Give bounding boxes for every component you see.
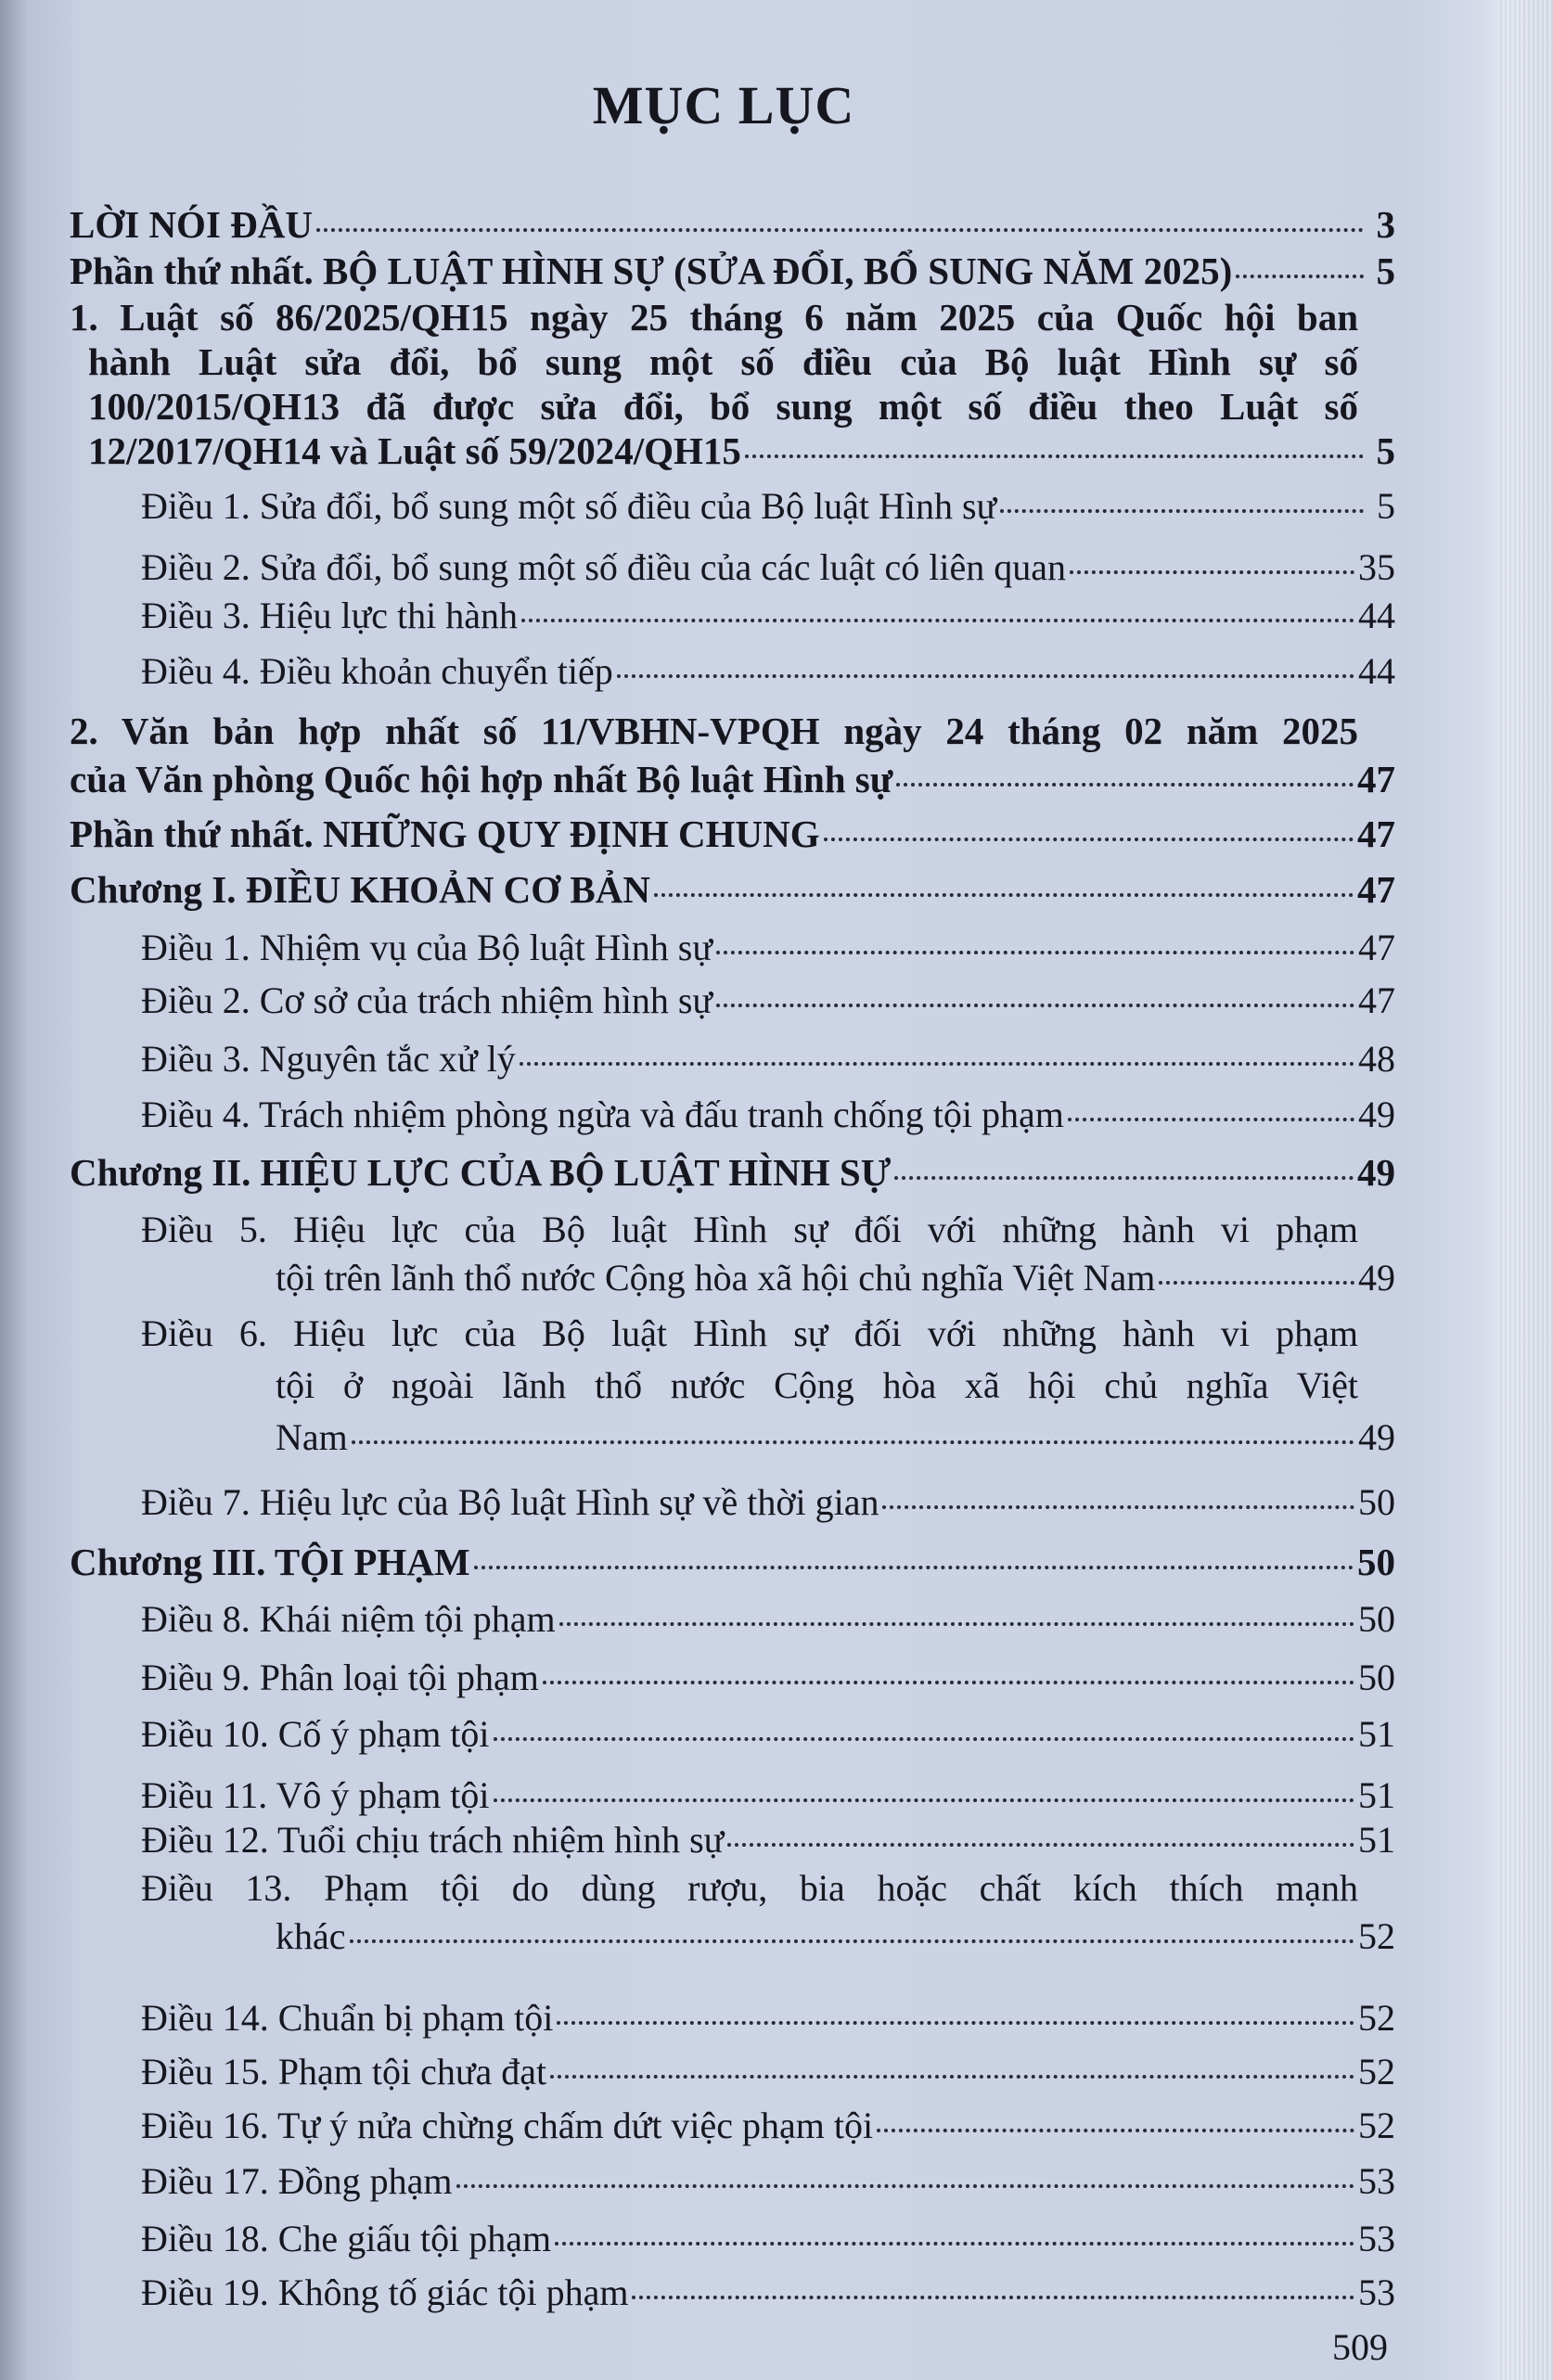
toc-entry-last-line xyxy=(141,545,1395,590)
dot-leader xyxy=(824,838,1354,841)
toc-page-number: 44 xyxy=(1358,595,1395,636)
dot-leader xyxy=(632,2296,1354,2299)
toc-entry-last-line xyxy=(141,1093,1395,1137)
toc-entry-last-line xyxy=(70,1150,1395,1195)
toc-entry[interactable] xyxy=(70,812,1395,856)
dot-leader xyxy=(555,2242,1354,2246)
dot-leader xyxy=(520,1062,1354,1066)
toc-entry[interactable] xyxy=(141,1037,1395,1081)
toc-entry[interactable] xyxy=(141,649,1395,694)
toc-page-number: 52 xyxy=(1358,2051,1395,2092)
dot-leader xyxy=(654,893,1354,897)
toc-entry-text: Điều 13. Phạm tội do dùng rượu, bia hoặc chất kích thích mạnh xyxy=(141,1867,1358,1909)
dot-leader xyxy=(350,1939,1354,1943)
toc-page-number: 44 xyxy=(1358,650,1395,692)
toc-entry-text: Điều 10. Cố ý phạm tội xyxy=(141,1713,490,1755)
dot-leader xyxy=(894,1176,1354,1180)
toc-entry[interactable] xyxy=(70,1540,1395,1584)
toc-page-number: 53 xyxy=(1358,2160,1395,2202)
toc-entry-text: Điều 3. Hiệu lực thi hành xyxy=(141,595,519,636)
toc-page-number: 5 xyxy=(1376,250,1395,292)
toc-page-number: 47 xyxy=(1357,813,1395,855)
toc-entry[interactable] xyxy=(141,1712,1395,1757)
toc-page-number: 50 xyxy=(1357,1541,1395,1583)
toc-entry[interactable] xyxy=(70,867,1395,912)
toc-entry[interactable] xyxy=(141,2271,1395,2315)
toc-entry-text: của Văn phòng Quốc hội hợp nhất Bộ luật Hình sự xyxy=(70,758,893,800)
toc-entry[interactable] xyxy=(141,1864,1395,1961)
toc-entry[interactable] xyxy=(141,484,1395,529)
toc-entry[interactable] xyxy=(70,1150,1395,1195)
toc-entry-last-line xyxy=(70,867,1395,912)
dot-leader xyxy=(1068,1118,1354,1121)
toc-entry-text: Điều 9. Phân loại tội phạm xyxy=(141,1657,539,1698)
toc-page-number: 5 xyxy=(1376,429,1395,472)
toc-entry[interactable] xyxy=(141,1206,1395,1302)
toc-entry-text: 100/2015/QH13 đã được sửa đổi, bổ sung một số điều theo Luật số xyxy=(88,385,1358,428)
toc-entry-text: Điều 6. Hiệu lực của Bộ luật Hình sự đối với những hành vi phạm xyxy=(141,1312,1358,1354)
toc-page-number: 49 xyxy=(1357,1151,1395,1194)
toc-entry[interactable] xyxy=(141,1818,1395,1862)
toc-entry[interactable] xyxy=(141,1480,1395,1525)
toc-entry-text: Điều 2. Cơ sở của trách nhiệm hình sự xyxy=(141,979,713,1021)
toc-entry[interactable] xyxy=(141,1597,1395,1642)
dot-leader xyxy=(550,2075,1354,2079)
toc-entry-last-line xyxy=(141,2217,1395,2261)
toc-page-number: 47 xyxy=(1357,868,1395,911)
dot-leader xyxy=(494,1737,1354,1741)
toc-entry-last-line xyxy=(141,1913,1395,1961)
toc-page-number: 50 xyxy=(1358,1481,1395,1523)
toc-entry-last-line xyxy=(70,249,1395,293)
toc-entry-text: hành Luật sửa đổi, bổ sung một số điều của Bộ luật Hình sự số xyxy=(88,340,1358,383)
toc-entry-text: Điều 4. Điều khoản chuyển tiếp xyxy=(141,650,613,692)
toc-entry-last-line xyxy=(70,755,1395,803)
dot-leader xyxy=(456,2184,1354,2188)
toc-entry-last-line xyxy=(70,1540,1395,1584)
toc-entry-text: Phần thứ nhất. NHỮNG QUY ĐỊNH CHUNG xyxy=(70,813,820,855)
toc-page-number: 47 xyxy=(1357,758,1395,800)
toc-entry-text: Điều 16. Tự ý nửa chừng chấm dứt việc phạm tội xyxy=(141,2105,874,2146)
toc-entry-text: 1. Luật số 86/2025/QH15 ngày 25 tháng 6 năm 2025 của Quốc hội ban xyxy=(70,296,1358,339)
toc-entry-last-line xyxy=(141,2104,1395,2148)
toc-entry[interactable] xyxy=(141,594,1395,638)
toc-entry-text: Điều 5. Hiệu lực của Bộ luật Hình sự đối với những hành vi phạm xyxy=(141,1209,1358,1250)
toc-entry[interactable] xyxy=(141,1996,1395,2041)
toc-entry-text: Điều 12. Tuổi chịu trách nhiệm hình sự xyxy=(141,1819,725,1861)
dot-leader xyxy=(521,619,1354,622)
toc-entry[interactable] xyxy=(70,249,1395,293)
toc-entry-text: Nam xyxy=(276,1416,348,1458)
toc-page-number: 51 xyxy=(1358,1713,1395,1755)
toc-entry[interactable] xyxy=(141,1773,1395,1818)
page-edge xyxy=(1497,0,1553,2380)
toc-entry-last-line xyxy=(70,812,1395,856)
toc-entry-text: tội trên lãnh thổ nước Cộng hòa xã hội chủ nghĩa Việt Nam xyxy=(276,1257,1156,1299)
dot-leader xyxy=(882,1505,1354,1509)
toc-entry-text: khác xyxy=(276,1915,346,1957)
toc-page-number: 49 xyxy=(1358,1257,1395,1299)
toc-entry-text: Điều 1. Nhiệm vụ của Bộ luật Hình sự xyxy=(141,927,713,968)
toc-entry-last-line xyxy=(141,926,1395,970)
toc-entry-last-line xyxy=(141,1412,1395,1464)
dot-leader xyxy=(494,1798,1354,1802)
dot-leader xyxy=(1070,570,1354,574)
toc-entry-text: Điều 4. Trách nhiệm phòng ngừa và đấu tranh chống tội phạm xyxy=(141,1094,1064,1135)
dot-leader xyxy=(1159,1281,1354,1285)
toc-entry-last-line xyxy=(141,1037,1395,1081)
toc-entry-text: LỜI NÓI ĐẦU xyxy=(70,203,313,246)
dot-leader xyxy=(352,1440,1354,1444)
toc-entry-text: Điều 15. Phạm tội chưa đạt xyxy=(141,2051,547,2092)
page-title: MỤC LỤC xyxy=(592,75,855,135)
toc-page-number: 35 xyxy=(1358,546,1395,588)
toc-entry-text: 12/2017/QH14 và Luật số 59/2024/QH15 xyxy=(88,429,741,472)
toc-entry-last-line xyxy=(141,1773,1395,1818)
toc-entry[interactable] xyxy=(141,1656,1395,1700)
toc-entry-text: Điều 14. Chuẩn bị phạm tội xyxy=(141,1997,554,2039)
dot-leader xyxy=(1236,275,1364,278)
toc-page-number: 49 xyxy=(1358,1094,1395,1135)
toc-entry[interactable] xyxy=(141,1093,1395,1137)
toc-entry[interactable] xyxy=(141,2104,1395,2148)
toc-entry-last-line xyxy=(141,1712,1395,1757)
toc-entry-last-line xyxy=(141,1996,1395,2041)
toc-entry-last-line xyxy=(141,2050,1395,2094)
toc-entry-text: Điều 19. Không tố giác tội phạm xyxy=(141,2271,629,2313)
toc-entry-text: Phần thứ nhất. BỘ LUẬT HÌNH SỰ (SỬA ĐỔI, BỔ SUNG NĂM 2025) xyxy=(70,250,1233,292)
dot-leader xyxy=(474,1566,1354,1569)
toc-entry-last-line xyxy=(141,2271,1395,2315)
toc-page-number: 51 xyxy=(1358,1819,1395,1861)
toc-entry-text: Điều 3. Nguyên tắc xử lý xyxy=(141,1038,516,1080)
dot-leader xyxy=(617,674,1354,678)
toc-entry-last-line xyxy=(141,1480,1395,1525)
dot-leader xyxy=(543,1681,1354,1684)
toc-entry-text: Điều 2. Sửa đổi, bổ sung một số điều của các luật có liên quan xyxy=(141,546,1067,588)
toc-page-number: 3 xyxy=(1376,203,1395,246)
toc-entry-last-line xyxy=(141,1254,1395,1302)
toc-page-number: 50 xyxy=(1358,1657,1395,1698)
toc-page-number: 47 xyxy=(1358,927,1395,968)
toc-page-number: 49 xyxy=(1358,1416,1395,1458)
toc-page-number: 52 xyxy=(1358,2105,1395,2146)
toc-entry[interactable] xyxy=(141,979,1395,1023)
toc-entry-text: Điều 11. Vô ý phạm tội xyxy=(141,1774,490,1816)
dot-leader xyxy=(316,228,1364,232)
dot-leader xyxy=(559,1622,1354,1626)
toc-entry-last-line xyxy=(141,1656,1395,1700)
toc-entry[interactable] xyxy=(70,707,1395,803)
dot-leader xyxy=(727,1843,1354,1847)
toc-entry-text: tội ở ngoài lãnh thổ nước Cộng hòa xã hội chủ nghĩa Việt xyxy=(276,1364,1358,1406)
toc-entry-text: Điều 17. Đồng phạm xyxy=(141,2160,453,2202)
dot-leader xyxy=(716,1004,1354,1007)
toc-page-number: 51 xyxy=(1358,1774,1395,1816)
toc-entry-text: Điều 18. Che giấu tội phạm xyxy=(141,2218,552,2259)
toc-entry[interactable] xyxy=(141,1308,1395,1464)
toc-entry-text: Chương III. TỘI PHẠM xyxy=(70,1541,470,1583)
page-number: 509 xyxy=(1332,2326,1388,2368)
toc-entry[interactable] xyxy=(70,202,1395,247)
toc-entry[interactable] xyxy=(141,926,1395,970)
toc-page-number: 53 xyxy=(1358,2271,1395,2313)
toc-entry-last-line xyxy=(141,484,1395,529)
dot-leader xyxy=(896,783,1354,787)
toc-entry[interactable] xyxy=(141,2217,1395,2261)
toc-page-number: 47 xyxy=(1358,979,1395,1021)
toc-page-number: 52 xyxy=(1358,1915,1395,1957)
toc-entry-last-line xyxy=(141,649,1395,694)
toc-entry-last-line xyxy=(141,1597,1395,1642)
toc-page-number: 53 xyxy=(1358,2218,1395,2259)
toc-entry-text: Điều 1. Sửa đổi, bổ sung một số điều của Bộ luật Hình sự xyxy=(141,485,997,527)
toc-entry-last-line xyxy=(141,1818,1395,1862)
dot-leader xyxy=(1000,509,1364,513)
toc-entry-text: Chương I. ĐIỀU KHOẢN CƠ BẢN xyxy=(70,868,650,911)
dot-leader xyxy=(557,2021,1354,2025)
toc-entry-last-line xyxy=(141,2159,1395,2204)
toc-page-number: 48 xyxy=(1358,1038,1395,1080)
dot-leader xyxy=(716,951,1354,954)
toc-entry[interactable] xyxy=(70,295,1395,473)
dot-leader xyxy=(877,2129,1354,2132)
toc-entry-text: Chương II. HIỆU LỰC CỦA BỘ LUẬT HÌNH SỰ xyxy=(70,1151,892,1194)
toc-entry-last-line xyxy=(70,429,1395,473)
toc-page-number: 50 xyxy=(1358,1598,1395,1640)
toc-page-number: 5 xyxy=(1377,485,1395,527)
toc-entry-text: 2. Văn bản hợp nhất số 11/VBHN-VPQH ngày 24 tháng 02 năm 2025 xyxy=(70,710,1358,752)
toc-entry[interactable] xyxy=(141,545,1395,590)
dot-leader xyxy=(745,454,1364,458)
toc-entry[interactable] xyxy=(141,2159,1395,2204)
toc-entry-text: Điều 7. Hiệu lực của Bộ luật Hình sự về thời gian xyxy=(141,1481,879,1523)
toc-entry-last-line xyxy=(141,979,1395,1023)
toc-entry-last-line xyxy=(141,594,1395,638)
toc-entry[interactable] xyxy=(141,2050,1395,2094)
toc-page-number: 52 xyxy=(1358,1997,1395,2039)
toc-entry-text: Điều 8. Khái niệm tội phạm xyxy=(141,1598,556,1640)
toc-entry-last-line xyxy=(70,202,1395,247)
